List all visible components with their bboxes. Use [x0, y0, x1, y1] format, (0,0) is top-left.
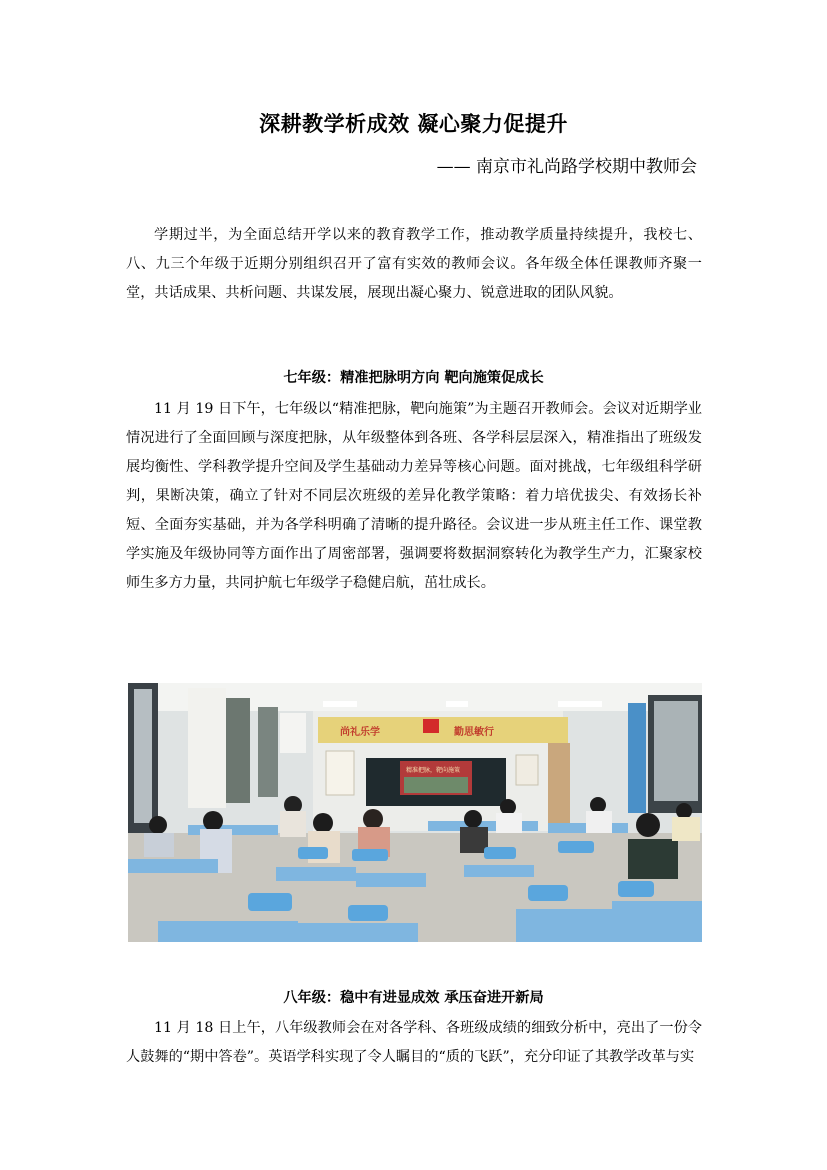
article-title: 深耕教学析成效 凝心聚力促提升 — [259, 111, 568, 136]
article-subtitle: —— 南京市礼尚路学校期中教师会 — [436, 157, 697, 177]
grade7-heading: 七年级：精准把脉明方向 靶向施策促成长 — [283, 370, 544, 386]
intro-paragraph: 学期过半，为全面总结开学以来的教育教学工作，推动教学质量持续提升，我校七、八、九三个年级于近期分别组织召开了富有实效的教师会议。各年级全体任课教师齐聚一堂，共话成果、共析问题、共谋发展，展现出凝心聚力、锐意进取的团队风貌。 — [126, 227, 702, 301]
grade8-paragraph: 11 月 18 日上午，八年级教师会在对各学科、各班级成绩的细致分析中，亮出了一份令人鼓舞的“期中答卷”。英语学科实现了令人瞩目的“质的飞跃”，充分印证了其教学改革与实 — [126, 1020, 702, 1065]
screen-text: 精准把脉，靶向施策 — [406, 767, 461, 774]
grade7-paragraph: 11 月 19 日下午，七年级以“精准把脉，靶向施策”为主题召开教师会。会议对近期学业情况进行了全面回顾与深度把脉，从年级整体到各班、各学科层层深入，精准指出了班级发展均衡性、学科教学提升空间及学生基础动力差异等核心问题。面对挑战，七年级组科学研判，果断决策，确立了针对不同层次班级的差异化教学策略：着力培优拔尖、有效扬长补短、全面夯实基础，并为各学科明确了清晰的提升路径。会议进一步从班主任工作、课堂教学实施及年级协同等方面作出了周密部署，强调要将数据洞察转化为教学生产力，汇聚家校师生多方力量，共同护航七年级学子稳健启航，茁壮成长。 — [126, 401, 702, 591]
meeting-photo — [128, 683, 702, 942]
banner-left-text: 尚礼乐学 — [340, 727, 380, 738]
grade8-heading: 八年级：稳中有进显成效 承压奋进开新局 — [283, 990, 544, 1006]
banner-right-text: 勤思敏行 — [454, 727, 494, 738]
